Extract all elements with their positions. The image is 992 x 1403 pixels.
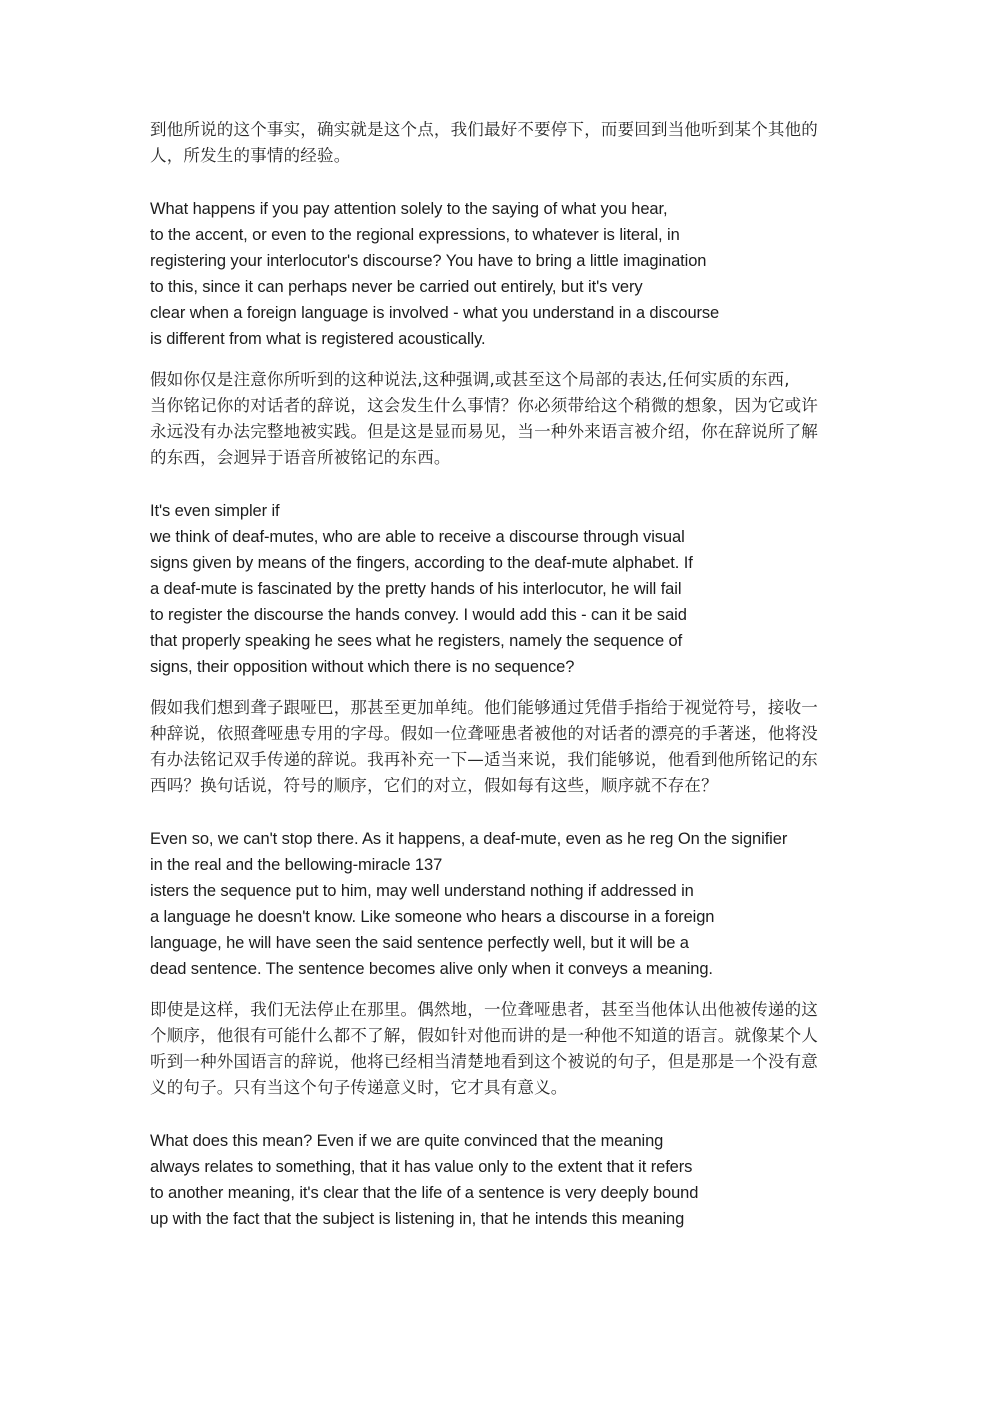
text-line: to register the discourse the hands convey. I would add this - can it be said <box>150 606 687 624</box>
text-line: to another meaning, it's clear that the life of a sentence is very deeply bound <box>150 1184 699 1202</box>
text-line: clear when a foreign language is involved - what you understand in a discourse <box>150 304 720 322</box>
text-line: dead sentence. The sentence becomes alive only when it conveys a meaning. <box>150 960 713 978</box>
text-line: 义的句子。只有当这个句子传递意义时，它才具有意义。 <box>150 1078 568 1097</box>
text-line: What does this mean? Even if we are quite convinced that the meaning <box>150 1132 664 1150</box>
text-line: 人，所发生的事情的经验。 <box>150 146 351 165</box>
paragraph-zh-3 <box>150 695 850 799</box>
text-line: 到他所说的这个事实，确实就是这个点，我们最好不要停下，而要回到当他听到某个其他的 <box>150 120 818 139</box>
paragraph-zh-2 <box>150 367 850 471</box>
text-line: a deaf-mute is fascinated by the pretty hands of his interlocutor, he will fail <box>150 580 682 598</box>
text-line: 听到一种外国语言的辞说，他将已经相当清楚地看到这个被说的句子，但是那是一个没有意 <box>150 1052 818 1071</box>
text-line: in the real and the bellowing-miracle 137 <box>150 856 443 874</box>
text-line: Even so, we can't stop there. As it happens, a deaf-mute, even as he reg On the signifier <box>150 830 788 848</box>
text-line: to this, since it can perhaps never be carried out entirely, but it's very <box>150 278 643 296</box>
paragraph-zh-1 <box>150 117 850 169</box>
text-line: 的东西，会迥异于语音所被铭记的东西。 <box>150 448 451 467</box>
document-body <box>150 117 850 1232</box>
text-line: It's even simpler if <box>150 502 280 520</box>
text-line: we think of deaf-mutes, who are able to receive a discourse through visual <box>150 528 685 546</box>
text-line: to the accent, or even to the regional expressions, to whatever is literal, in <box>150 226 680 244</box>
paragraph-en-3 <box>150 826 850 982</box>
text-line: up with the fact that the subject is listening in, that he intends this meaning <box>150 1210 685 1228</box>
text-line: 个顺序，他很有可能什么都不了解，假如针对他而讲的是一种他不知道的语言。就像某个人 <box>150 1026 818 1045</box>
text-line: 即使是这样，我们无法停止在那里。偶然地，一位聋哑患者，甚至当他体认出他被传递的这 <box>150 1000 818 1019</box>
text-line: language, he will have seen the said sentence perfectly well, but it will be a <box>150 934 689 952</box>
text-line: isters the sequence put to him, may well understand nothing if addressed in <box>150 882 694 900</box>
paragraph-zh-4 <box>150 997 850 1101</box>
text-line: registering your interlocutor's discourse? You have to bring a little imagination <box>150 252 707 270</box>
text-line: 假如我们想到聋子跟哑巴，那甚至更加单纯。他们能够通过凭借手指给于视觉符号，接收一 <box>150 698 818 717</box>
text-line: 假如你仅是注意你所听到的这种说法,这种强调,或甚至这个局部的表达,任何实质的东西, <box>150 370 790 389</box>
text-line: 种辞说，依照聋哑患专用的字母。假如一位聋哑患者被他的对话者的漂亮的手著迷，他将没 <box>150 724 818 743</box>
paragraph-en-2 <box>150 498 850 680</box>
text-line: 永远没有办法完整地被实践。但是这是显而易见，当一种外来语言被介绍，你在辞说所了解 <box>150 422 818 441</box>
paragraph-en-1 <box>150 196 850 352</box>
text-line: always relates to something, that it has value only to the extent that it refers <box>150 1158 693 1176</box>
text-line: 西吗？换句话说，符号的顺序，它们的对立，假如每有这些，顺序就不存在？ <box>150 776 718 795</box>
text-line: 当你铭记你的对话者的辞说，这会发生什么事情？你必须带给这个稍微的想象，因为它或许 <box>150 396 818 415</box>
text-line: 有办法铭记双手传递的辞说。我再补充一下—适当来说，我们能够说，他看到他所铭记的东 <box>150 750 818 769</box>
text-line: a language he doesn't know. Like someone who hears a discourse in a foreign <box>150 908 715 926</box>
paragraph-en-4 <box>150 1128 850 1232</box>
text-line: signs, their opposition without which there is no sequence? <box>150 658 575 676</box>
text-line: is different from what is registered acoustically. <box>150 330 486 348</box>
text-line: signs given by means of the fingers, according to the deaf-mute alphabet. If <box>150 554 693 572</box>
text-line: that properly speaking he sees what he registers, namely the sequence of <box>150 632 683 650</box>
text-line: What happens if you pay attention solely to the saying of what you hear, <box>150 200 668 218</box>
